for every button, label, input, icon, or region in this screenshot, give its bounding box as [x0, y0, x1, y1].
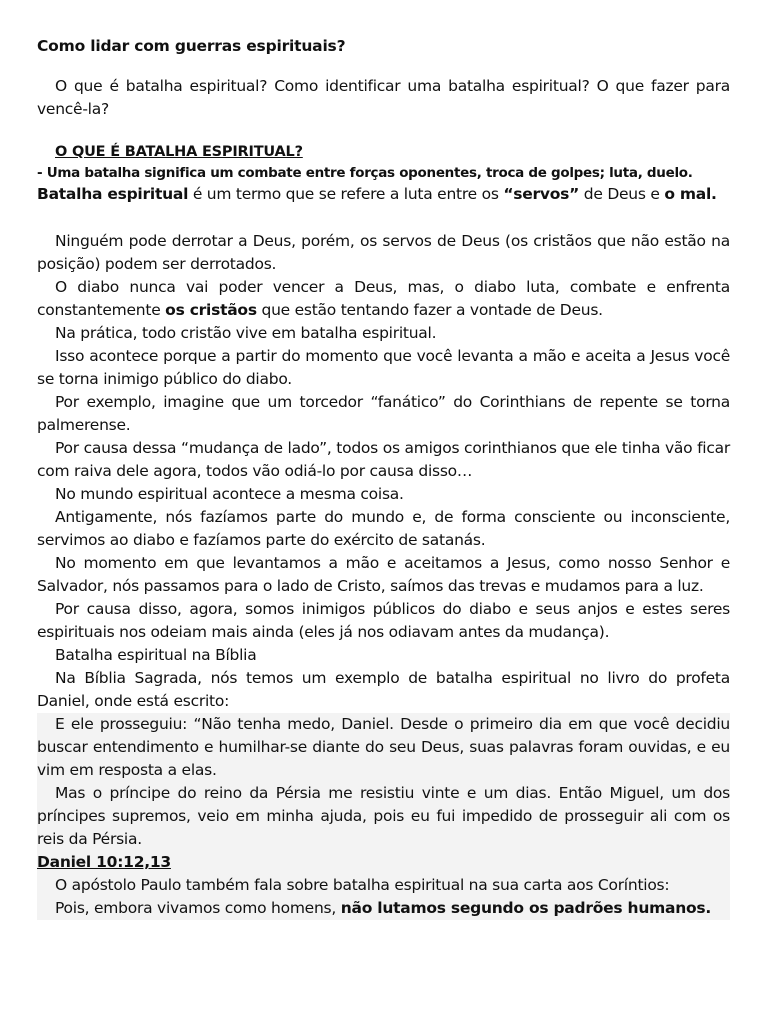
definition-line: - Uma batalha significa um combate entre forças oponentes, troca de golpes; luta, duelo.: [37, 165, 693, 181]
paragraph-15: O apóstolo Paulo também fala sobre batalha espiritual na sua carta aos Coríntios:: [37, 874, 730, 897]
intro-paragraph: O que é batalha espiritual? Como identificar uma batalha espiritual? O que fazer para vencê-la?: [37, 77, 730, 118]
scripture-reference: Daniel 10:12,13: [37, 851, 730, 874]
term-bold-batalha: Batalha espiritual: [37, 185, 189, 203]
paragraph-12: Na Bíblia Sagrada, nós temos um exemplo de batalha espiritual no livro do profeta Daniel, onde está escrito:: [37, 669, 730, 710]
paragraph-1: Ninguém pode derrotar a Deus, porém, os servos de Deus (os cristãos que não estão na posição) podem ser derrotados.: [37, 232, 730, 273]
scripture-quote-2: Mas o príncipe do reino da Pérsia me resistiu vinte e um dias. Então Miguel, um dos príncipes supremos, veio em minha ajuda, pois eu fui impedido de prosseguir ali com os reis da Pérsia.: [37, 782, 730, 851]
paragraph-2: [37, 276, 730, 322]
paragraph-11-subheading: Batalha espiritual na Bíblia: [55, 646, 257, 664]
scripture-quote-1: E ele prosseguiu: “Não tenha medo, Daniel. Desde o primeiro dia em que você decidiu buscar entendimento e humilhar-se diante do seu Deus, suas palavras foram ouvidas, e eu vim em resposta a elas.: [37, 713, 730, 782]
paragraph-2-start: O diabo nunca vai poder vencer a Deus, mas, o diabo luta, combate e enfrenta constantemente: [37, 278, 730, 319]
paragraph-4: Isso acontece porque a partir do momento que você levanta a mão e aceita a Jesus você se torna inimigo público do diabo.: [37, 347, 730, 388]
body-text: [37, 230, 730, 920]
term-text-1: é um termo que se refere a luta entre os: [188, 185, 504, 203]
paragraph-16-bold: não lutamos segundo os padrões humanos.: [340, 899, 712, 917]
term-bold-mal: o mal.: [664, 185, 717, 203]
paragraph-2-bold: os cristãos: [165, 301, 257, 319]
paragraph-6: Por causa dessa “mudança de lado”, todos os amigos corinthianos que ele tinha vão ficar com raiva dele agora, todos vão odiá-lo por causa disso…: [37, 439, 730, 480]
paragraph-5: Por exemplo, imagine que um torcedor “fanático” do Corinthians de repente se torna palmerense.: [37, 393, 730, 434]
section-heading: O QUE É BATALHA ESPIRITUAL?: [55, 144, 303, 160]
paragraph-16: [37, 897, 730, 920]
paragraph-7: No mundo espiritual acontece a mesma coisa.: [55, 485, 404, 503]
paragraph-8: Antigamente, nós fazíamos parte do mundo e, de forma consciente ou inconsciente, servimos ao diabo e fazíamos parte do exército de satanás.: [37, 508, 730, 549]
term-bold-servos: “servos”: [503, 185, 580, 203]
term-text-2: de Deus e: [579, 185, 665, 203]
paragraph-3: Na prática, todo cristão vive em batalha espiritual.: [55, 324, 437, 342]
paragraph-10: Por causa disso, agora, somos inimigos públicos do diabo e seus anjos e estes seres espirituais nos odeiam mais ainda (eles já nos odiavam antes da mudança).: [37, 600, 730, 641]
term-line: [37, 185, 717, 203]
paragraph-9: No momento em que levantamos a mão e aceitamos a Jesus, como nosso Senhor e Salvador, nós passamos para o lado de Cristo, saímos das trevas e mudamos para a luz.: [37, 554, 730, 595]
paragraph-16-start: Pois, embora vivamos como homens,: [55, 899, 341, 917]
document-title: Como lidar com guerras espirituais?: [37, 37, 346, 55]
paragraph-2-end: que estão tentando fazer a vontade de Deus.: [256, 301, 603, 319]
